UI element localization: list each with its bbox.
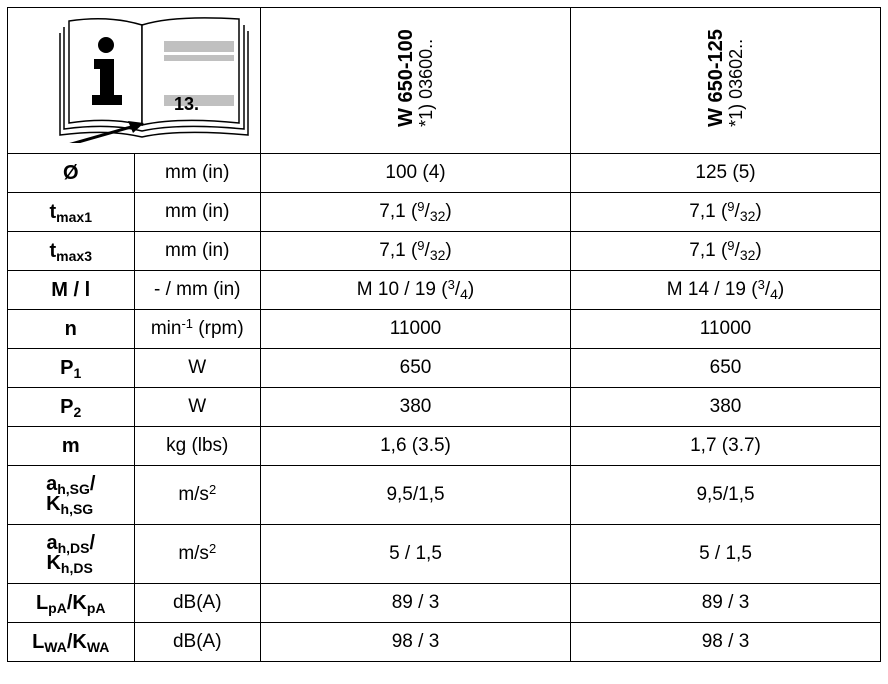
- table-row: [8, 232, 881, 271]
- table-row: [8, 525, 881, 584]
- symbol-cell: Ø: [8, 154, 135, 193]
- value-cell: 7,1 $(^9/_{32})$: [261, 193, 571, 232]
- table-row: [8, 271, 881, 310]
- value-cell: 89 / 3: [261, 584, 571, 623]
- value-cell: 7,1 $(^9/_{32})$: [261, 232, 571, 271]
- unit-cell: $m/s^2$: [134, 525, 261, 584]
- open-book-info-icon: [14, 13, 254, 143]
- model-name: W 650-125: [704, 28, 727, 127]
- symbol-cell: m: [8, 427, 135, 466]
- header-row: [8, 8, 881, 154]
- unit-cell: mm (in): [134, 232, 261, 271]
- value-cell: M 14 / 19 $(^3/_4)$: [571, 271, 881, 310]
- symbol-cell: $L_{pA}/K_{pA}$: [8, 584, 135, 623]
- model-header-2: [571, 8, 881, 154]
- unit-cell: W: [134, 349, 261, 388]
- manual-reference-cell: [8, 8, 261, 154]
- symbol-cell: $a_{h,DS}/$ $K_{h,DS}$: [8, 525, 135, 584]
- value-cell: 380: [261, 388, 571, 427]
- value-cell: 1,7 (3.7): [571, 427, 881, 466]
- unit-cell: $m/s^2$: [134, 466, 261, 525]
- value-cell: 380: [571, 388, 881, 427]
- unit-cell: - / mm (in): [134, 271, 261, 310]
- unit-cell: mm (in): [134, 193, 261, 232]
- value-cell: 650: [261, 349, 571, 388]
- symbol-cell: M / l: [8, 271, 135, 310]
- symbol-cell: $P_2$: [8, 388, 135, 427]
- unit-cell: dB(A): [134, 584, 261, 623]
- table-row: [8, 349, 881, 388]
- value-cell: 98 / 3: [571, 623, 881, 662]
- unit-cell: W: [134, 388, 261, 427]
- model-code: *1) 03600..: [415, 38, 436, 127]
- symbol-cell: $L_{WA}/K_{WA}$: [8, 623, 135, 662]
- value-cell: 11000: [571, 310, 881, 349]
- value-cell: 7,1 $(^9/_{32})$: [571, 232, 881, 271]
- table-row: [8, 193, 881, 232]
- table-row: [8, 388, 881, 427]
- value-cell: 100 (4): [261, 154, 571, 193]
- book-page-label: 13.: [174, 93, 200, 114]
- symbol-cell: $t_{max1}$: [8, 193, 135, 232]
- unit-cell: dB(A): [134, 623, 261, 662]
- table-row: [8, 427, 881, 466]
- value-cell: 9,5/1,5: [571, 466, 881, 525]
- value-cell: 5 / 1,5: [261, 525, 571, 584]
- symbol-cell: $a_{h,SG}/$ $K_{h,SG}$: [8, 466, 135, 525]
- value-cell: 98 / 3: [261, 623, 571, 662]
- unit-cell: $\min^{-1} (rpm)$: [134, 310, 261, 349]
- value-cell: 1,6 (3.5): [261, 427, 571, 466]
- table-row: [8, 310, 881, 349]
- table-row: [8, 154, 881, 193]
- table-row: [8, 623, 881, 662]
- symbol-cell: $t_{max3}$: [8, 232, 135, 271]
- value-cell: 9,5/1,5: [261, 466, 571, 525]
- model-header-1: [261, 8, 571, 154]
- table-row: [8, 584, 881, 623]
- value-cell: 11000: [261, 310, 571, 349]
- symbol-cell: n: [8, 310, 135, 349]
- table-row: [8, 466, 881, 525]
- value-cell: 125 (5): [571, 154, 881, 193]
- model-name: W 650-100: [394, 28, 417, 127]
- value-cell: 5 / 1,5: [571, 525, 881, 584]
- value-cell: 650: [571, 349, 881, 388]
- value-cell: M 10 / 19 $(^3/_4)$: [261, 271, 571, 310]
- symbol-cell: $P_1$: [8, 349, 135, 388]
- spec-table: [7, 7, 881, 662]
- model-code: *1) 03602..: [725, 38, 746, 127]
- unit-cell: kg (lbs): [134, 427, 261, 466]
- value-cell: 7,1 $(^9/_{32})$: [571, 193, 881, 232]
- unit-cell: mm (in): [134, 154, 261, 193]
- value-cell: 89 / 3: [571, 584, 881, 623]
